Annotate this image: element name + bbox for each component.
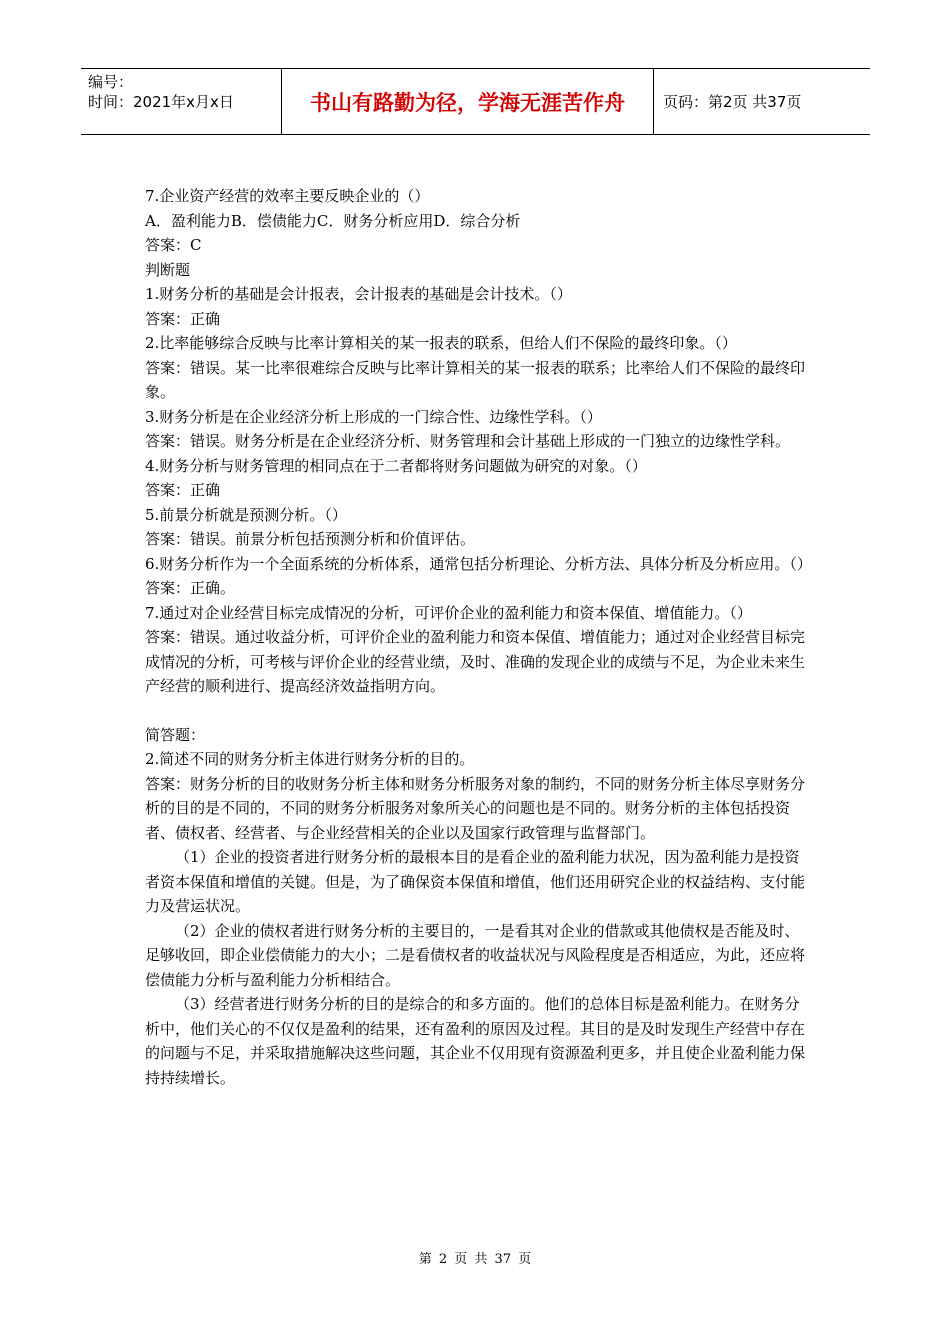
- paragraph: A．盈利能力B．偿债能力C．财务分析应用D．综合分析: [145, 211, 521, 230]
- paragraph: 答案：正确: [145, 481, 221, 499]
- paragraph: 答案：错误。某一比率很难综合反映与比率计算相关的某一报表的联系；比率给人们不保险的最终印象。: [145, 358, 806, 401]
- paragraph: 答案：正确。: [145, 579, 236, 597]
- paragraph: （2）企业的债权者进行财务分析的主要目的，一是看其对企业的借款或其他债权是否能及时、足够收回，即企业偿债能力的大小；二是看债权者的收益状况与风险程度是否相适应，为此，还应将偿债能力分析与盈利能力分析相结合。: [145, 921, 806, 989]
- paragraph: 6.财务分析作为一个全面系统的分析体系，通常包括分析理论、分析方法、具体分析及分析应用。（）: [145, 554, 812, 573]
- header-motto: 书山有路勤为径，学海无涯苦作舟: [282, 69, 654, 134]
- header-time-label: 时间：2021年x月x日: [88, 93, 234, 111]
- header-page-info: 页码：第2页 共37页: [663, 93, 802, 111]
- paragraph: 判断题: [145, 260, 191, 279]
- paragraph: 答案：C: [145, 236, 202, 254]
- paragraph: 3.财务分析是在企业经济分析上形成的一门综合性、边缘性学科。（）: [145, 407, 602, 426]
- paragraph: 答案：错误。前景分析包括预测分析和价值评估。: [145, 530, 476, 548]
- document-body: [145, 184, 812, 1090]
- paragraph: （1）企业的投资者进行财务分析的最根本目的是看企业的盈利能力状况，因为盈利能力是投资者资本保值和增值的关键。但是，为了确保资本保值和增值，他们还用研究企业的权益结构、支付能力及营运状况。: [145, 848, 806, 915]
- paragraph: 5.前景分析就是预测分析。（）: [145, 505, 347, 524]
- paragraph: 1.财务分析的基础是会计报表，会计报表的基础是会计技术。（）: [145, 285, 572, 303]
- paragraph: 答案：财务分析的目的收财务分析主体和财务分析服务对象的制约，不同的财务分析主体尽享财务分析的目的是不同的，不同的财务分析服务对象所关心的问题也是不同的。财务分析的主体包括投资者、债权者、经营者、与企业经营相关的企业以及国家行政管理与监督部门。: [145, 774, 806, 842]
- paragraph: 2.简述不同的财务分析主体进行财务分析的目的。: [145, 750, 475, 768]
- page-header: [81, 68, 870, 135]
- paragraph: 7.通过对企业经营目标完成情况的分析，可评价企业的盈利能力和资本保值、增值能力。（）: [145, 603, 752, 622]
- paragraph: 答案：错误。通过收益分析，可评价企业的盈利能力和资本保值、增值能力；通过对企业经营目标完成情况的分析，可考核与评价企业的经营业绩，及时、准确的发现企业的成绩与不足，为企业未来生产经营的顺利进行、提高经济效益指明方向。: [145, 628, 806, 695]
- paragraph: 2.比率能够综合反映与比率计算相关的某一报表的联系，但给人们不保险的最终印象。（）: [145, 334, 737, 352]
- blank-line: [145, 699, 807, 723]
- paragraph: 简答题：: [145, 725, 206, 744]
- header-number-label: 编号：: [88, 73, 134, 91]
- paragraph: （3）经营者进行财务分析的目的是综合的和多方面的。他们的总体目标是盈利能力。在财务分析中，他们关心的不仅仅是盈利的结果，还有盈利的原因及过程。其目的是及时发现生产经营中存在的问题与不足，并采取措施解决这些问题，其企业不仅用现有资源盈利更多，并且使企业盈利能力保持持续增长。: [145, 995, 806, 1087]
- paragraph: 7.企业资产经营的效率主要反映企业的（）: [145, 187, 430, 205]
- paragraph: 答案：错误。财务分析是在企业经济分析、财务管理和会计基础上形成的一门独立的边缘性学科。: [145, 432, 791, 450]
- header-meta-cell: [81, 69, 282, 134]
- paragraph: 4.财务分析与财务管理的相同点在于二者都将财务问题做为研究的对象。（）: [145, 456, 647, 475]
- page-footer: 第 2 页 共 37 页: [418, 1252, 532, 1267]
- paragraph: 答案：正确: [145, 309, 221, 328]
